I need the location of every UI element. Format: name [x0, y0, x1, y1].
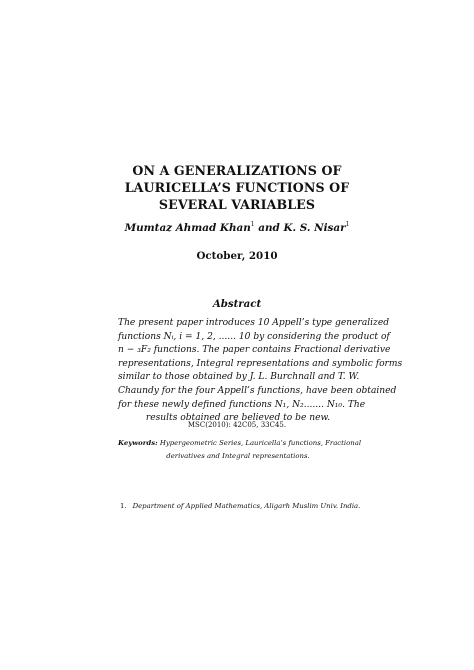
keywords-text-1: Hypergeometric Series, Lauricella’s functions, Fractional	[159, 439, 362, 447]
title-line-1: ON A GENERALIZATIONS OF	[132, 163, 342, 178]
author-connector: and	[258, 222, 280, 234]
abstract-line: The present paper introduces 10 Appell’s type generalized	[118, 318, 390, 328]
abstract-line: functions Nᵢ, i = 1, 2, ...... 10 by considering the product of	[118, 331, 390, 342]
abstract-heading: Abstract	[212, 298, 262, 310]
abstract-body	[118, 317, 403, 426]
author-line	[60, 221, 414, 234]
keywords-line-1	[118, 437, 362, 450]
keywords-text-2: derivatives and Integral representations.	[166, 452, 310, 460]
abstract-line: n − ₃F₂ functions. The paper contains Fractional derivative	[118, 345, 391, 356]
paper-date: October, 2010	[196, 250, 278, 262]
abstract-line: for these newly defined functions N₁, N₂....... N₁₀. The	[118, 399, 366, 410]
affiliation-footnote	[120, 502, 360, 510]
author-1-affiliation-mark: 1	[250, 221, 255, 228]
title-line-3: SEVERAL VARIABLES	[158, 197, 316, 212]
author-1-name: Mumtaz Ahmad Khan	[124, 222, 251, 234]
abstract-line: representations, Integral representations and symbolic forms	[118, 358, 403, 369]
msc-classification: MSC(2010): 42C05, 33C45.	[187, 421, 287, 429]
abstract-line: results obtained are believed to be new.	[145, 413, 331, 424]
paper-title	[60, 162, 414, 213]
author-2-affiliation-mark: 1	[345, 221, 350, 228]
footnote-mark: 1.	[120, 502, 127, 510]
keywords-block	[118, 437, 362, 463]
title-line-2: LAURICELLA’S FUNCTIONS OF	[124, 180, 350, 195]
abstract-line: Chaundy for the four Appell’s functions, have been obtained	[118, 385, 397, 396]
footnote-text: Department of Applied Mathematics, Aligarh Muslim Univ. India.	[132, 502, 361, 510]
keywords-label: Keywords:	[118, 439, 158, 447]
abstract-line: similar to those obtained by J. L. Burchnall and T. W.	[118, 372, 360, 383]
author-2-name: K. S. Nisar	[283, 222, 346, 234]
